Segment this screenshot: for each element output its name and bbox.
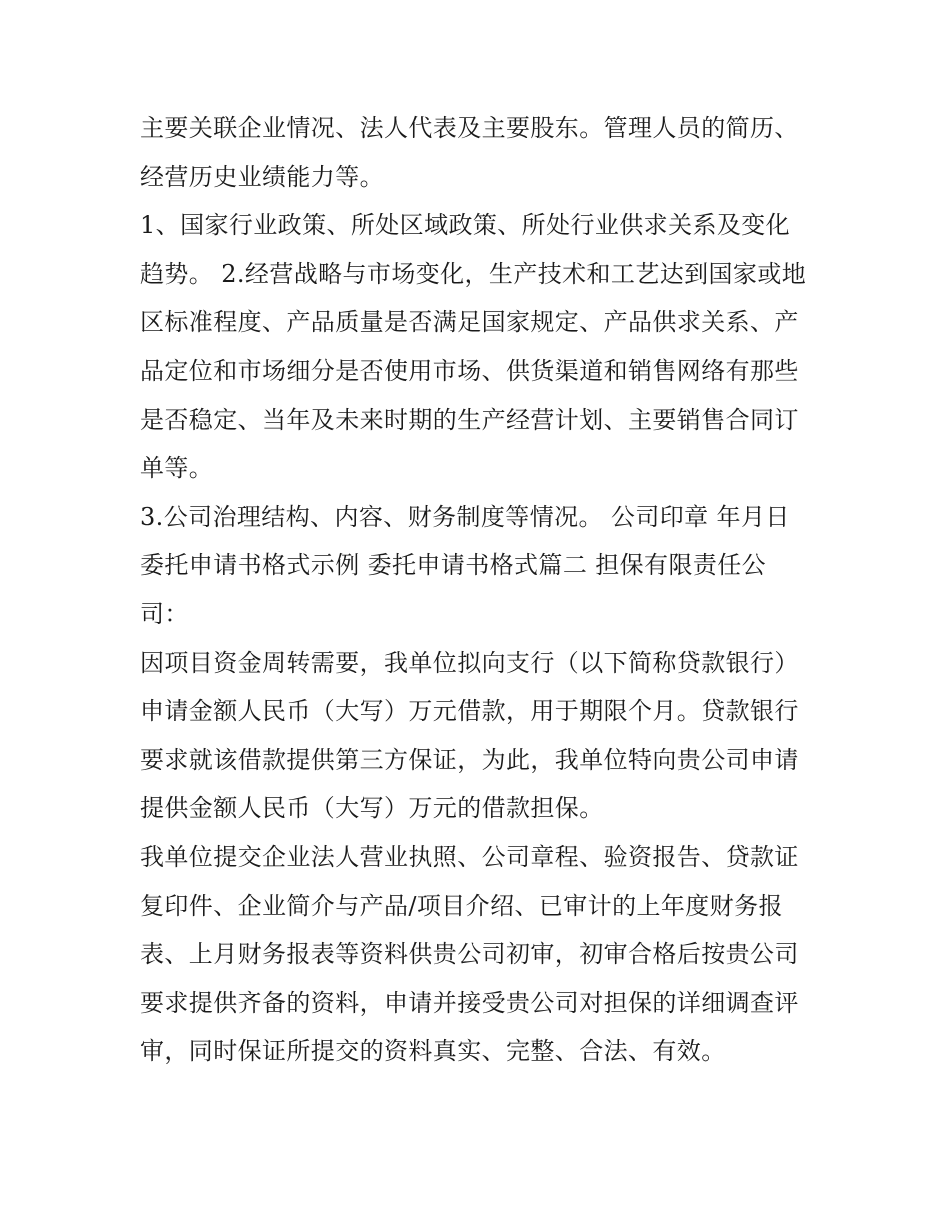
text-line: 要求提供齐备的资料，申请并接受贵公司对担保的详细调查评 [140, 988, 799, 1017]
text-line: 单等。 [140, 454, 214, 483]
text-line: 趋势。 2.经营战略与市场变化，生产技术和工艺达到国家或地 [140, 259, 807, 288]
text-line: 品定位和市场细分是否使用市场、供货渠道和销售网络有那些 [140, 356, 799, 385]
text-line: 1、国家行业政策、所处区域政策、所处行业供求关系及变化 [140, 211, 791, 240]
text-line: 区标准程度、产品质量是否满足国家规定、产品供求关系、产 [140, 308, 799, 337]
text-line: 审，同时保证所提交的资料真实、完整、合法、有效。 [140, 1037, 726, 1066]
text-line: 因项目资金周转需要，我单位拟向支行（以下简称贷款银行） [140, 648, 799, 677]
text-line: 表、上月财务报表等资料供贵公司初审，初审合格后按贵公司 [140, 940, 799, 969]
text-line: 我单位提交企业法人营业执照、公司章程、验资报告、贷款证 [140, 842, 799, 871]
text-line: 经营历史业绩能力等。 [140, 162, 384, 191]
text-line: 3.公司治理结构、内容、财务制度等情况。 公司印章 年月日 [140, 502, 790, 531]
document-body [140, 104, 820, 1076]
text-line: 是否稳定、当年及未来时期的生产经营计划、主要销售合同订 [140, 405, 799, 434]
text-line: 申请金额人民币（大写）万元借款，用于期限个月。贷款银行 [140, 697, 799, 726]
text-line: 要求就该借款提供第三方保证，为此，我单位特向贵公司申请 [140, 745, 799, 774]
text-line: 主要关联企业情况、法人代表及主要股东。管理人员的简历、 [140, 114, 799, 142]
text-line: 复印件、企业简介与产品/项目介绍、已审计的上年度财务报 [140, 891, 783, 920]
text-line: 提供金额人民币（大写）万元的借款担保。 [140, 794, 604, 823]
text-line: 委托申请书格式示例 委托申请书格式篇二 担保有限责任公 [140, 551, 767, 580]
text-line: 司： [140, 599, 189, 628]
